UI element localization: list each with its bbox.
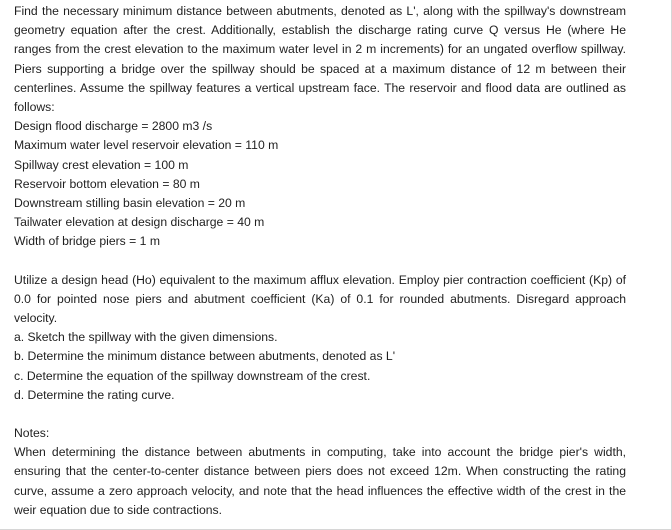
data-list: [14, 117, 626, 251]
notes-heading: Notes:: [14, 426, 50, 441]
task-item-b: b. Determine the minimum distance between abutments, denoted as L': [14, 349, 396, 364]
instructions-paragraph: Utilize a design head (Ho) equivalent to the maximum afflux elevation. Employ pier contraction coefficient (Kp) of 0.0 for pointed nose piers and abutment coefficient (Ka) of 0.1 for rounded abutments. Disregard approach velocity.: [14, 272, 626, 326]
data-item-design-flood: Design flood discharge = 2800 m3 /s: [14, 119, 213, 134]
data-item-stilling-basin: Downstream stilling basin elevation = 20 m: [14, 196, 246, 211]
data-item-tailwater: Tailwater elevation at design discharge = 40 m: [14, 215, 265, 230]
task-item-d: d. Determine the rating curve.: [14, 387, 175, 402]
problem-text: [14, 2, 626, 520]
data-item-pier-width: Width of bridge piers = 1 m: [14, 234, 160, 249]
data-item-max-water-level: Maximum water level reservoir elevation = 110 m: [14, 138, 279, 153]
task-item-a: a. Sketch the spillway with the given dimensions.: [14, 330, 278, 345]
task-item-c: c. Determine the equation of the spillway downstream of the crest.: [14, 368, 371, 383]
data-item-reservoir-bottom: Reservoir bottom elevation = 80 m: [14, 176, 200, 191]
intro-paragraph: Find the necessary minimum distance between abutments, denoted as L', along with the spillway's downstream geometry equation after the crest. Additionally, establish the discharge rating curve Q versus He (where He ranges from the crest elevation to the maximum water level in 2 m increments) for an ungated overflow spillway. Piers supporting a bridge over the spillway should be spaced at a maximum distance of 12 m between their centerlines. Assume the spillway features a vertical upstream face. The reservoir and flood data are outlined as follows:: [14, 4, 626, 115]
task-list: [14, 328, 626, 405]
data-item-crest-elevation: Spillway crest elevation = 100 m: [14, 157, 189, 172]
notes-paragraph: When determining the distance between abutments in computing, take into account the bridge pier's width, ensuring that the center-to-center distance between piers does not exceed 12m. When constructing the rating curve, assume a zero approach velocity, and note that the head influences the effective width of the crest in the weir equation due to side contractions.: [14, 445, 626, 517]
